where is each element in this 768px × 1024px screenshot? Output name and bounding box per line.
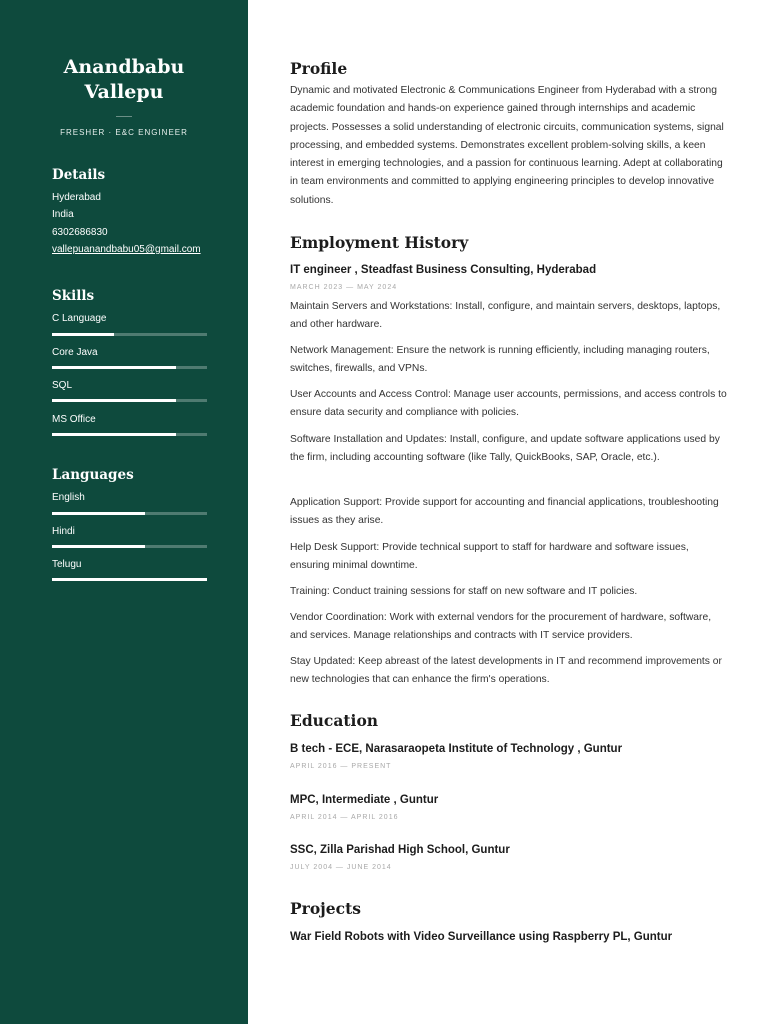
duty-item: Network Management: Ensure the network is running efficiently, including managing routers, switches, firewalls, and VPNs. — [290, 345, 710, 375]
language-bar — [52, 545, 207, 548]
projects-heading: Projects — [290, 899, 361, 918]
skill-label: Core Java — [52, 347, 98, 358]
education-dates: JULY 2004 — JUNE 2014 — [290, 864, 392, 871]
skill-label: MS Office — [52, 414, 96, 425]
skill-bar-fill — [52, 333, 114, 336]
detail-country: India — [52, 209, 74, 220]
detail-city: Hyderabad — [52, 192, 101, 203]
language-label: English — [52, 492, 85, 503]
language-bar-fill — [52, 512, 145, 515]
language-bar-fill — [52, 545, 145, 548]
language-label: Hindi — [52, 526, 75, 537]
profile-summary: Dynamic and motivated Electronic & Communications Engineer from Hyderabad with a strong academic foundation and hands-on experience gained through internships and academic projects. Possesses a solid understanding of electronic circuits, communication systems, signal processing, and embedded systems. Demonstrates excellent problem-solving skills, a keen interest in emerging technologies, and a passion for continuous learning. Adept at collaborating in team environments and committed to applying engineering principles to develop innovative solutions. — [290, 85, 724, 206]
language-bar — [52, 512, 207, 515]
skill-bar — [52, 399, 207, 402]
name-last: Vallepu — [84, 81, 164, 103]
job-subtitle: FRESHER · E&C ENGINEER — [60, 128, 188, 137]
education-title: B tech - ECE, Narasaraopeta Institute of Technology , Guntur — [290, 743, 623, 755]
skill-bar-fill — [52, 366, 176, 369]
skill-label: SQL — [52, 380, 73, 391]
skill-bar — [52, 333, 207, 336]
languages-heading: Languages — [52, 467, 134, 483]
language-bar-fill — [52, 578, 207, 581]
education-dates: APRIL 2016 — PRESENT — [290, 763, 392, 770]
duty-item: Software Installation and Updates: Install, configure, and update software applications used by the firm, including accounting software (like Tally, QuickBooks, SAP, Oracle, etc.). — [290, 434, 720, 464]
duty-item: Vendor Coordination: Work with external vendors for the procurement of hardware, software, and services. Manage relationships and contracts with IT service providers. — [290, 612, 712, 642]
education-title: MPC, Intermediate , Guntur — [290, 794, 439, 806]
language-label: Telugu — [52, 559, 82, 570]
profile-heading: Profile — [290, 59, 348, 78]
duty-item: Training: Conduct training sessions for staff on new software and IT policies. — [290, 586, 638, 597]
language-bar — [52, 578, 207, 581]
education-title: SSC, Zilla Parishad High School, Guntur — [290, 844, 510, 856]
skills-heading: Skills — [52, 288, 95, 304]
detail-email-link[interactable]: vallepuanandbabu05@gmail.com — [52, 244, 201, 255]
name-first: Anandbabu — [63, 56, 185, 78]
duty-item: Application Support: Provide support for accounting and financial applications, troubleshooting issues as they arise. — [290, 497, 719, 527]
skill-bar-fill — [52, 399, 176, 402]
skill-label: C Language — [52, 313, 107, 324]
duty-item: Stay Updated: Keep abreast of the latest developments in IT and recommend improvements or new technologies that can enhance the firm's operations. — [290, 656, 722, 686]
duty-item: Help Desk Support: Provide technical support to staff for hardware and software issues, ensuring minimal downtime. — [290, 542, 689, 572]
duty-item: Maintain Servers and Workstations: Install, configure, and maintain servers, desktops, laptops, and other hardware. — [290, 301, 721, 331]
education-dates: APRIL 2014 — APRIL 2016 — [290, 814, 399, 821]
duty-item: User Accounts and Access Control: Manage user accounts, permissions, and access controls to ensure data security and compliance with policies. — [290, 389, 727, 419]
details-heading: Details — [52, 167, 106, 183]
sidebar — [0, 0, 248, 1024]
skill-bar — [52, 433, 207, 436]
name-divider — [116, 116, 132, 117]
project-title: War Field Robots with Video Surveillance using Raspberry PL, Guntur — [290, 931, 673, 943]
employment-heading: Employment History — [290, 233, 469, 252]
detail-phone: 6302686830 — [52, 227, 108, 238]
education-heading: Education — [290, 711, 379, 730]
skill-bar — [52, 366, 207, 369]
job-title: IT engineer , Steadfast Business Consulting, Hyderabad — [290, 264, 597, 276]
job-dates: MARCH 2023 — MAY 2024 — [290, 284, 398, 291]
candidate-name — [0, 55, 248, 105]
skill-bar-fill — [52, 433, 176, 436]
